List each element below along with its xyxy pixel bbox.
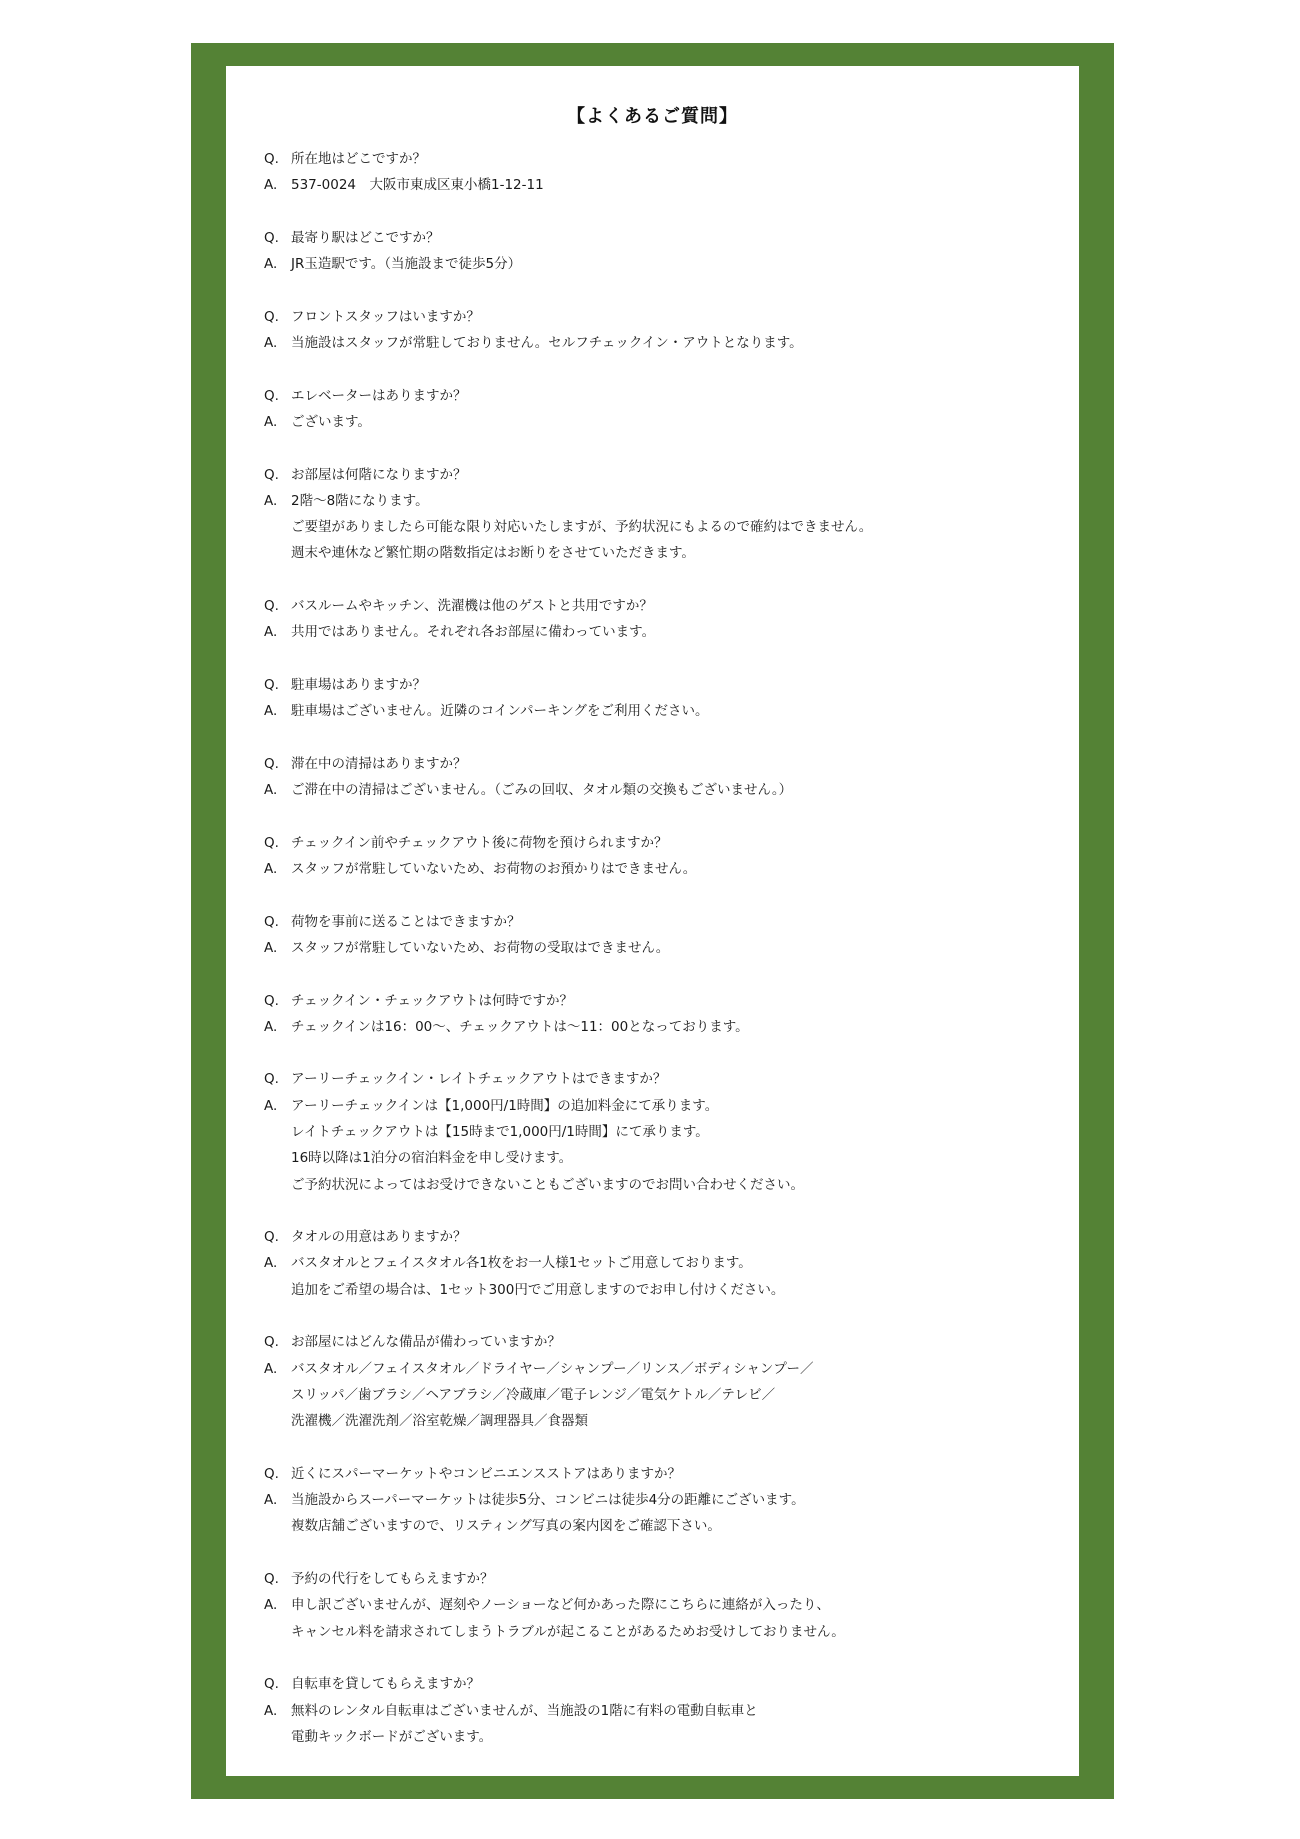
answer-text: スリッパ／歯ブラシ／ヘアブラシ／冷蔵庫／電子レンジ／電気ケトル／テレビ／ xyxy=(291,1386,776,1403)
answer-marker: A. xyxy=(264,1097,278,1114)
answer-text: 電動キックボードがございます。 xyxy=(291,1728,493,1745)
question-row xyxy=(264,593,1054,619)
answer-marker: A. xyxy=(264,861,278,878)
answer-marker xyxy=(264,1382,291,1408)
question-marker: Q. xyxy=(264,1676,279,1693)
question-row xyxy=(264,830,1054,856)
question-row xyxy=(264,225,1054,251)
answer-row xyxy=(264,488,1054,514)
question-text: チェックイン・チェックアウトは何時ですか？ xyxy=(291,992,574,1009)
answer-row xyxy=(264,409,1054,435)
question-row xyxy=(264,1566,1054,1592)
faq-item xyxy=(264,830,1054,883)
faq-item xyxy=(264,988,1054,1041)
question-text: 駐車場はありますか？ xyxy=(291,676,426,693)
question-text: 予約の代行をしてもらえますか？ xyxy=(291,1571,494,1588)
answer-text: 無料のレンタル自転車はございませんが、当施設の1階に有料の電動自転車と xyxy=(291,1702,758,1719)
answer-row xyxy=(264,1724,1054,1750)
question-row xyxy=(264,1671,1054,1697)
answer-row xyxy=(264,540,1054,566)
answer-marker: A. xyxy=(264,1255,278,1272)
question-marker: Q. xyxy=(264,598,279,615)
faq-item xyxy=(264,304,1054,357)
answer-row xyxy=(264,698,1054,724)
answer-row xyxy=(264,1250,1054,1276)
answer-text: ございます。 xyxy=(291,413,371,430)
question-text: 滞在中の清掃はありますか？ xyxy=(291,755,467,772)
faq-item xyxy=(264,1329,1054,1434)
answer-text: スタッフが常駐していないため、お荷物の受取はできません。 xyxy=(291,939,670,956)
answer-marker: A. xyxy=(264,256,278,273)
answer-marker xyxy=(264,1119,291,1145)
answer-row xyxy=(264,251,1054,277)
faq-item xyxy=(264,1461,1054,1540)
question-marker: Q. xyxy=(264,229,279,246)
question-text: お部屋は何階になりますか？ xyxy=(291,466,467,483)
answer-row xyxy=(264,619,1054,645)
question-marker: Q. xyxy=(264,1071,279,1088)
answer-text: 当施設からスーパーマーケットは徒歩5分、コンビニは徒歩4分の距離にございます。 xyxy=(291,1492,805,1509)
question-marker: Q. xyxy=(264,834,279,851)
answer-text: JR玉造駅です。（当施設まで徒歩5分） xyxy=(291,256,522,273)
question-marker: Q. xyxy=(264,466,279,483)
faq-item xyxy=(264,672,1054,725)
answer-text: 当施設はスタッフが常駐しておりません。セルフチェックイン・アウトとなります。 xyxy=(291,335,803,352)
answer-row xyxy=(264,1513,1054,1539)
answer-marker: A. xyxy=(264,492,278,509)
answer-marker: A. xyxy=(264,624,278,641)
question-marker: Q. xyxy=(264,1571,279,1588)
question-marker: Q. xyxy=(264,913,279,930)
answer-marker xyxy=(264,1145,291,1171)
answer-text: 申し訳ございませんが、遅刻やノーショーなど何かあった際にこちらに連絡が入ったり、 xyxy=(291,1597,830,1614)
question-row xyxy=(264,672,1054,698)
faq-list xyxy=(264,146,1054,1776)
question-text: チェックイン前やチェックアウト後に荷物を預けられますか？ xyxy=(291,834,668,851)
answer-row xyxy=(264,1093,1054,1119)
answer-marker: A. xyxy=(264,939,278,956)
question-text: バスルームやキッチン、洗濯機は他のゲストと共用ですか？ xyxy=(291,598,653,615)
answer-row xyxy=(264,1408,1054,1434)
question-row xyxy=(264,304,1054,330)
answer-row xyxy=(264,1487,1054,1513)
answer-marker xyxy=(264,1724,291,1750)
answer-row xyxy=(264,172,1054,198)
question-row xyxy=(264,1329,1054,1355)
question-row xyxy=(264,383,1054,409)
faq-item xyxy=(264,751,1054,804)
question-text: アーリーチェックイン・レイトチェックアウトはできますか？ xyxy=(291,1071,667,1088)
answer-row xyxy=(264,1145,1054,1171)
answer-text: アーリーチェックインは【1,000円/1時間】の追加料金にて承ります。 xyxy=(291,1097,719,1114)
question-text: 最寄り駅はどこですか？ xyxy=(291,229,440,246)
answer-text: 週末や連休など繁忙期の階数指定はお断りをさせていただきます。 xyxy=(291,545,695,562)
answer-marker xyxy=(264,540,291,566)
answer-row xyxy=(264,1172,1054,1198)
answer-row xyxy=(264,1277,1054,1303)
faq-item xyxy=(264,1066,1054,1197)
answer-marker xyxy=(264,1619,291,1645)
answer-marker: A. xyxy=(264,335,278,352)
question-row xyxy=(264,1224,1054,1250)
answer-text: チェックインは16：00～、チェックアウトは～11：00となっております。 xyxy=(291,1018,749,1035)
answer-text: バスタオル／フェイスタオル／ドライヤー／シャンプー／リンス／ボディシャンプー／ xyxy=(291,1360,814,1377)
question-text: 近くにスパーマーケットやコンビニエンスストアはありますか？ xyxy=(291,1465,682,1482)
answer-marker: A. xyxy=(264,1597,278,1614)
answer-row xyxy=(264,777,1054,803)
green-frame xyxy=(191,43,1114,1799)
faq-item xyxy=(264,383,1054,436)
answer-marker: A. xyxy=(264,1492,278,1509)
answer-marker xyxy=(264,1172,291,1198)
faq-item xyxy=(264,1566,1054,1645)
answer-text: ご滞在中の清掃はございません。（ごみの回収、タオル類の交換もございません。） xyxy=(291,782,793,799)
answer-text: ご予約状況によってはお受けできないこともございますのでお問い合わせください。 xyxy=(291,1176,804,1193)
answer-row xyxy=(264,514,1054,540)
question-text: タオルの用意はありますか？ xyxy=(291,1229,467,1246)
faq-item xyxy=(264,225,1054,278)
question-marker: Q. xyxy=(264,308,279,325)
answer-text: 洗濯機／洗濯洗剤／浴室乾燥／調理器具／食器類 xyxy=(291,1413,588,1430)
answer-row xyxy=(264,1119,1054,1145)
answer-text: レイトチェックアウトは【15時まで1,000円/1時間】にて承ります。 xyxy=(291,1123,709,1140)
question-row xyxy=(264,1461,1054,1487)
question-marker: Q. xyxy=(264,1465,279,1482)
question-row xyxy=(264,988,1054,1014)
question-text: フロントスタッフはいますか？ xyxy=(291,308,480,325)
question-row xyxy=(264,1066,1054,1092)
question-marker: Q. xyxy=(264,387,279,404)
answer-row xyxy=(264,856,1054,882)
faq-item xyxy=(264,909,1054,962)
answer-marker: A. xyxy=(264,1702,278,1719)
answer-row xyxy=(264,935,1054,961)
faq-item xyxy=(264,1671,1054,1750)
answer-text: 2階～8階になります。 xyxy=(291,492,429,509)
page-title: 【よくあるご質問】 xyxy=(567,106,738,127)
question-text: エレベーターはありますか？ xyxy=(291,387,467,404)
answer-row xyxy=(264,1592,1054,1618)
answer-row xyxy=(264,330,1054,356)
question-marker: Q. xyxy=(264,755,279,772)
faq-item xyxy=(264,593,1054,646)
answer-marker: A. xyxy=(264,1360,278,1377)
answer-marker xyxy=(264,1408,291,1434)
answer-row xyxy=(264,1619,1054,1645)
answer-marker: A. xyxy=(264,177,278,194)
answer-text: スタッフが常駐していないため、お荷物のお預かりはできません。 xyxy=(291,861,697,878)
question-row xyxy=(264,751,1054,777)
answer-text: ご要望がありましたら可能な限り対応いたしますが、予約状況にもよるので確約はできません。 xyxy=(291,519,873,536)
answer-text: 共用ではありません。それぞれ各お部屋に備わっています。 xyxy=(291,624,656,641)
answer-text: キャンセル料を請求されてしまうトラブルが起こることがあるためお受けしておりません。 xyxy=(291,1623,845,1640)
answer-marker xyxy=(264,514,291,540)
answer-marker: A. xyxy=(264,782,278,799)
question-row xyxy=(264,909,1054,935)
question-marker: Q. xyxy=(264,151,279,167)
question-row xyxy=(264,146,1054,172)
answer-marker: A. xyxy=(264,413,278,430)
answer-row xyxy=(264,1014,1054,1040)
answer-text: 16時以降は1泊分の宿泊料金を申し受けます。 xyxy=(291,1150,573,1167)
answer-marker: A. xyxy=(264,703,278,720)
question-marker: Q. xyxy=(264,1229,279,1246)
faq-item xyxy=(264,146,1054,199)
answer-marker xyxy=(264,1277,291,1303)
answer-text: 537-0024 大阪市東成区東小橋1-12-11 xyxy=(291,177,544,194)
question-row xyxy=(264,462,1054,488)
question-text: お部屋にはどんな備品が備わっていますか？ xyxy=(291,1334,561,1351)
answer-row xyxy=(264,1356,1054,1382)
question-marker: Q. xyxy=(264,1334,279,1351)
question-marker: Q. xyxy=(264,676,279,693)
answer-text: 複数店舗ございますので、リスティング写真の案内図をご確認下さい。 xyxy=(291,1518,721,1535)
question-text: 自転車を貸してもらえますか？ xyxy=(291,1676,480,1693)
answer-text: 追加をご希望の場合は、1セット300円でご用意しますのでお申し付けください。 xyxy=(291,1281,785,1298)
answer-row xyxy=(264,1382,1054,1408)
answer-text: 駐車場はございません。近隣のコインパーキングをご利用ください。 xyxy=(291,703,709,720)
question-text: 所在地はどこですか？ xyxy=(291,151,426,167)
answer-marker: A. xyxy=(264,1018,278,1035)
faq-panel xyxy=(226,66,1079,1776)
faq-item xyxy=(264,1224,1054,1303)
answer-text: バスタオルとフェイスタオル各1枚をお一人様1セットご用意しております。 xyxy=(291,1255,752,1272)
answer-row xyxy=(264,1698,1054,1724)
answer-marker xyxy=(264,1513,291,1539)
question-marker: Q. xyxy=(264,992,279,1009)
faq-item xyxy=(264,462,1054,567)
question-text: 荷物を事前に送ることはできますか？ xyxy=(291,913,521,930)
